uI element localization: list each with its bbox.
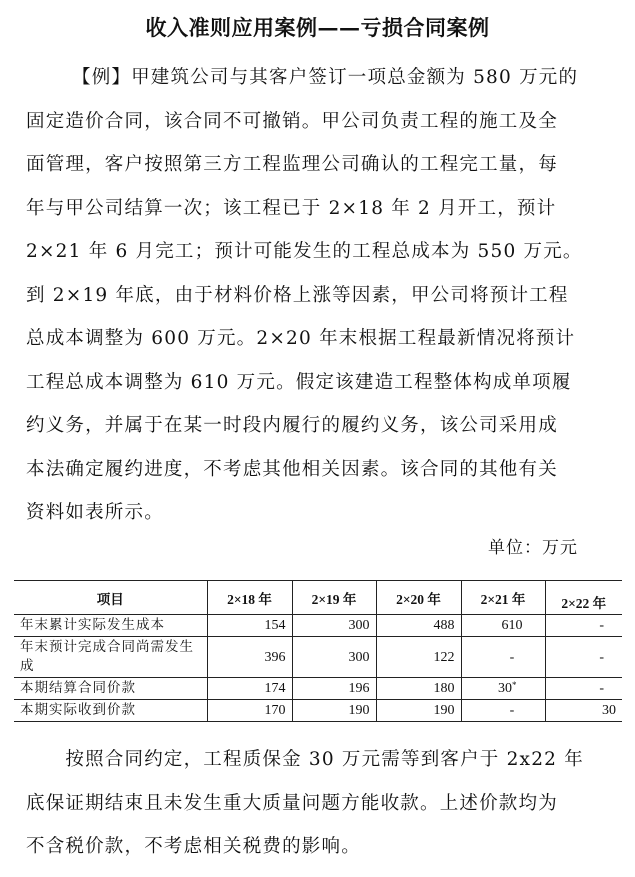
table-row (14, 678, 622, 700)
paragraph-line: 约义务，并属于在某一时段内履行的履约义务，该公司采用成 (26, 415, 558, 436)
paragraph-line: 【例】甲建筑公司与其客户签订一项总金额为 580 万元的 (72, 67, 579, 88)
table-cell: 196 (292, 678, 376, 700)
footnote-mark: * (512, 680, 517, 690)
table-cell: 300 (292, 615, 376, 637)
column-header-2x18: 2×18 年 (207, 581, 292, 615)
table-cell: - (545, 615, 622, 637)
paragraph-line: 按照合同约定，工程质保金 30 万元需等到客户于 2x22 年 (26, 749, 584, 770)
row-label (14, 637, 207, 678)
paragraph-line: 总成本调整为 600 万元。2×20 年末根据工程最新情况将预计 (26, 328, 576, 349)
retention-terms-paragraph (26, 738, 601, 869)
table-cell: - (461, 700, 545, 722)
table-header-row (14, 581, 622, 615)
cell-value: 30 (498, 681, 512, 696)
table-cell: - (545, 678, 622, 700)
paragraph-line: 面管理，客户按照第三方工程监理公司确认的工程完工量，每 (26, 154, 558, 175)
paragraph-line: 年与甲公司结算一次；该工程已于 2×18 年 2 月开工，预计 (26, 197, 557, 219)
table-cell: 488 (376, 615, 461, 637)
case-description-paragraph (26, 56, 601, 535)
column-header-item: 项目 (96, 591, 124, 607)
paragraph-line: 底保证期结束且未发生重大质量问题方能收款。上述价款均为 (26, 792, 558, 814)
table-cell: 170 (207, 700, 292, 722)
table-cell: - (545, 637, 622, 678)
paragraph-line: 2×21 年 6 月完工；预计可能发生的工程总成本为 550 万元。 (26, 241, 583, 262)
unit-label: 单位：万元 (488, 538, 578, 558)
table-cell: 610 (461, 615, 545, 637)
table-cell: 122 (376, 637, 461, 678)
table-cell: 300 (292, 637, 376, 678)
table-cell: - (461, 637, 545, 678)
row-label-line: 成 (20, 658, 35, 674)
column-header-2x20: 2×20 年 (376, 581, 461, 615)
column-header-2x19: 2×19 年 (292, 581, 376, 615)
row-label-line: 年末预计完成合同尚需发生 (20, 639, 194, 655)
table-cell: 154 (207, 615, 292, 637)
column-header-2x22: 2×22 年 (545, 581, 622, 615)
table-row (14, 700, 622, 722)
table-cell: 180 (376, 678, 461, 700)
paragraph-line: 资料如表所示。 (26, 502, 164, 523)
table-cell: 30 (545, 700, 622, 722)
contract-data-table (14, 580, 622, 722)
table-cell (461, 678, 545, 700)
document-title: 收入准则应用案例——亏损合同案例 (145, 15, 490, 40)
column-header-2x21: 2×21 年 (461, 581, 545, 615)
paragraph-line: 工程总成本调整为 610 万元。假定该建造工程整体构成单项履 (26, 371, 572, 393)
table-cell: 174 (207, 678, 292, 700)
row-label: 本期结算合同价款 (20, 680, 136, 696)
table-cell: 396 (207, 637, 292, 678)
paragraph-line: 不含税价款，不考虑相关税费的影响。 (26, 836, 361, 857)
paragraph-line: 到 2×19 年底，由于材料价格上涨等因素，甲公司将预计工程 (26, 284, 569, 306)
table-cell: 190 (376, 700, 461, 722)
row-label: 年末累计实际发生成本 (20, 617, 165, 633)
paragraph-line: 本法确定履约进度，不考虑其他相关因素。该合同的其他有关 (26, 458, 558, 480)
table-cell: 190 (292, 700, 376, 722)
paragraph-line: 固定造价合同，该合同不可撤销。甲公司负责工程的施工及全 (26, 110, 558, 132)
table-row (14, 615, 622, 637)
row-label: 本期实际收到价款 (20, 702, 136, 718)
table-row (14, 637, 622, 678)
